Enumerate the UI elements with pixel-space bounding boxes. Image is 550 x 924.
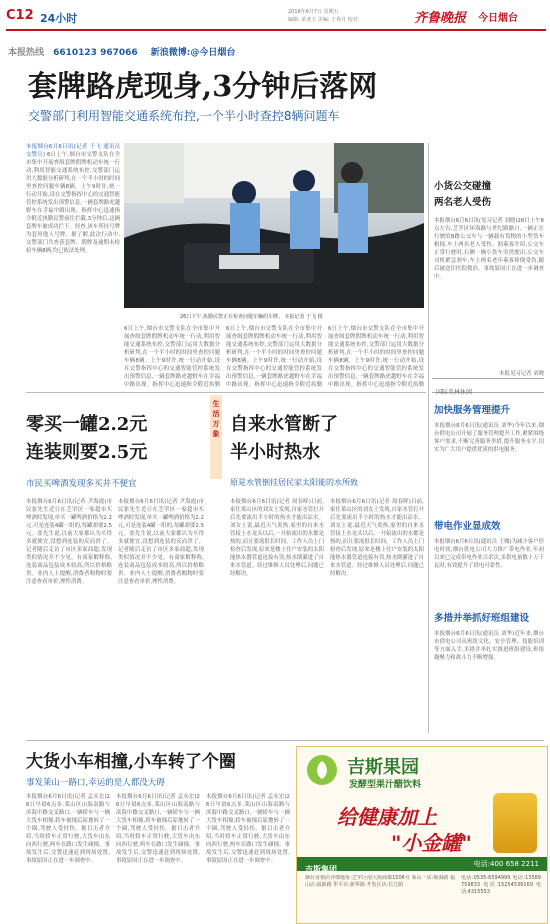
brand-logo-icon (307, 755, 337, 785)
lead-byline: 本报烟台6月6日讯(记者 于飞 通讯员 交警宣) (26, 144, 120, 158)
ad-brand: 吉斯果园 (347, 757, 419, 778)
story-category-tag: 生活万象 (210, 395, 222, 479)
story-right-subhead: 原是水管倒挂居民家太阳能的水所致 (230, 478, 358, 487)
weibo: 新浪微博:@今日烟台 (150, 48, 236, 58)
sidebar-kicker: 小货公交碰撞 (434, 181, 492, 192)
sidebar-item-3 (434, 612, 544, 698)
story-right-title-line1: 自来水管断了 (230, 414, 338, 435)
sidebar-item-1 (434, 402, 544, 488)
bottom-story-col1: 本报烟台6月6日讯(记者 孟永宏)26日早晨6点多,莱山区山海南路与滨海中路交叉路口,一辆轿车与一辆大货车相撞,轿车被撞后原地转了一个圈,驾驶人受轻伤。据目击者介绍,当时轿车正常行驶,大货车由东向西行驶,两车在路口发生碰撞。事故发生后,交警迅速赶到现场处置,事故原因正在进一步调查中。 (26, 794, 110, 864)
sidebar-item-title: 加快服务管理提升 (434, 405, 511, 416)
sidebar-top (434, 178, 544, 377)
sidebar-item-body: 本报烟台6月6日讯(通讯员 刘华)今年以来,烟台供电公司开展了服务管理提升工作,紧紧围绕客户需求,不断完善服务举措,提升服务水平,切实为广大用户提供优质的供电服务。 (434, 423, 544, 453)
story-left-col1: 本报烟台6月6日讯(记者 尹海霞)市民张先生近日在芝罘区一家超市买啤酒时发现,单买一罐啤酒价格为2.2元,可是连装4罐一组的,每罐却要2.5元。张先生说,以前大家都认为买得多就便宜,没想到连装的反而贵了。记者随后走访了市区多家商超,发现类似情况并不少见。有商家解释称,连装商品包装成本较高,所以价格略贵。业内人士提醒,消费者购物时要注意查看单价,理性消费。 (26, 499, 112, 585)
bottom-story-title: 大货小车相撞,小车转了个圈 (26, 752, 236, 772)
sidebar-title: 两名老人受伤 (434, 197, 492, 208)
story-left-col2: 本报烟台6月6日讯(记者 尹海霞)市民张先生近日在芝罘区一家超市买啤酒时发现,单买一罐啤酒价格为2.2元,可是连装4罐一组的,每罐却要2.5元。张先生说,以前大家都认为买得多就便宜,没想到连装的反而贵了。记者随后走访了市区多家商超,发现类似情况并不少见。有商家解释称,连装商品包装成本较高,所以价格略贵。业内人士提醒,消费者购物时要注意查看单价,理性消费。 (118, 499, 204, 585)
sidebar-item-body: 本报烟台6月6日讯(通讯员 刘华)近年来,烟台市供电公司从班组文化、安全管理、技能培训等方面入手,多措并举扎实推进班组建设,班组凝聚力和战斗力不断增强。 (434, 631, 544, 661)
story-left-subhead: 市民买啤酒发现多买并不便宜 (26, 479, 137, 489)
lead-photo (124, 143, 424, 308)
lead-body (26, 143, 120, 387)
bottom-story-col3: 本报烟台6月6日讯(记者 孟永宏)26日早晨6点多,莱山区山海南路与滨海中路交叉路口,一辆轿车与一辆大货车相撞,轿车被撞后原地转了一个圈,驾驶人受轻伤。据目击者介绍,当时轿车正常行驶,大货车由东向西行驶,两车在路口发生碰撞。事故发生后,交警迅速赶到现场处置,事故原因正在进一步调查中。 (206, 794, 290, 864)
lead-body-col3 (226, 325, 322, 387)
hotline-label: 本报热线 (8, 48, 45, 58)
ad-brand-sub: 发酵型果汁醋饮料 (349, 780, 422, 790)
story-right-title (230, 410, 426, 464)
story-left-title-line2: 连装则要2.5元 (26, 442, 148, 463)
ad-brand-strip (297, 857, 547, 874)
bottom-story-col2: 本报烟台6月6日讯(记者 孟永宏)26日早晨6点多,莱山区山海南路与滨海中路交叉路口,一辆轿车与一辆大货车相撞,轿车被撞后原地转了一个圈,驾驶人受轻伤。据目击者介绍,当时轿车正常行驶,大货车由东向西行驶,两车在路口发生碰撞。事故发生后,交警迅速赶到现场处置,事故原因正在进一步调查中。 (116, 794, 200, 864)
sidebar-item-title: 多措并举抓好班组建设 (434, 613, 530, 624)
story-right-col1: 本报烟台6月6日讯(记者 周春晖)日前,家住莱山区的刘女士发现,自家水管打开后先要流出半小时的热水才能出凉水。刘女士说,最近天气炎热,家里的自来水管接上水龙头以后,一开始流出的水都是热的,而且要流很长时间。工作人员上门检查后发现,原来是楼上住户安装的太阳能热水器管道连接有误,热水倒灌进了自来水管道。经过维修人员处理后,问题已经解决。 (230, 499, 324, 577)
editor-line: 编辑: 荣亚玉 美编: 于春月 校对: (288, 17, 360, 23)
ad-bar (432, 378, 544, 396)
story-left-title-line1: 零买一罐2.2元 (26, 414, 148, 435)
column-divider (428, 143, 429, 733)
police-officers-photo (124, 143, 424, 308)
story-right-title-line2: 半小时热水 (230, 442, 320, 463)
story-left-title (26, 410, 206, 464)
ad-phones: 电话:0535-6594999 电话:13589759833 电话:15254539169 电话:4315553 (461, 875, 541, 895)
date-line: 2018年6月7日 星期五 (288, 9, 339, 15)
product-can-icon (493, 793, 537, 853)
hotline-numbers: 6610123 967066 (53, 48, 138, 58)
lead-body-col4-text: 6日上午,烟台市交警支队在全市集中开展查缉套牌假牌机动车统一行动,利用智能交通系统布控,交警部门运用大数据分析研判,在一个半小时的时间里查控问题车辆8辆。上午9时许,统一行动开始,设在交警指挥中心的交通智能管控系统发出预警信息,一辆套牌路虎越野车在幸福中路出现。指挥中心迅速指令附近执勤 (328, 326, 424, 387)
ad-bottom-brand: 吉斯集团 (305, 865, 337, 874)
lead-headline: 套牌路虎现身,3分钟后落网 (28, 69, 378, 103)
brand-sub: 今日烟台 (478, 13, 518, 24)
ad-slogan-1: 给健康加上 (337, 805, 437, 829)
ad-bar-text: 国际英林休闲 (436, 389, 473, 396)
story-right-col2: 本报烟台6月6日讯(记者 周春晖)日前,家住莱山区的刘女士发现,自家水管打开后先要流出半小时的热水才能出凉水。刘女士说,最近天气炎热,家里的自来水管接上水龙头以后,一开始流出的水都是热的,而且要流很长时间。工作人员上门检查后发现,原来是楼上住户安装的太阳能热水器管道连接有误,热水倒灌进了自来水管道。经过维修人员处理后,问题已经解决。 (330, 499, 424, 577)
sidebar-item-body: 本报烟台6月6日讯(通讯员 王娜)为减少客户停电时间,烟台供电公司大力推广带电作业,年初以来已完成带电作业百余次,多供电量数十万千瓦时,有效提升了供电可靠性。 (434, 539, 544, 569)
lead-body-col2 (124, 325, 220, 387)
brand-logo: 齐鲁晚报 (414, 11, 467, 26)
ad-addresses: 烟台直销店详细地址:芝罘区南大街商都1506号 莱山一店:观海路 福山店:福新路 牟平店:新华路 开发区店:长江路 (305, 875, 455, 888)
lead-photo-caption: 26日下午,执勤民警正在检查问题车辆的车牌。 本报记者 于飞 摄 (180, 314, 323, 320)
lead-body-col3-text: 6日上午,烟台市交警支队在全市集中开展查缉套牌假牌机动车统一行动,利用智能交通系统布控,交警部门运用大数据分析研判,在一个半小时的时间里查控问题车辆8辆。上午9时许,统一行动开始,设在交警指挥中心的交通智能管控系统发出预警信息,一辆套牌路虎越野车在幸福中路出现。指挥中心迅速指令附近执勤 (226, 326, 322, 387)
page-header (6, 6, 546, 28)
ad-hotline: 电话:400 658 2211 (473, 860, 539, 868)
lead-body-text: 6日上午,烟台市交警支队在全市集中开展查缉套牌假牌机动车统一行动,利用智能交通系统布控,交警部门运用大数据分析研判,在一个半小时的时间里查控问题车辆8辆。上午9时许,统一行动开始,设在交警指挥中心的交通智能管控系统发出预警信息,一辆套牌路虎越野车在幸福中路出现。指挥中心迅速指令附近执勤民警前往拦截,3分钟后,这辆套牌车被成功拦下。经查,该车所挂号牌为套用他人号牌。据了解,此次行动中,交警部门共查获套牌、假牌及逾期未检验车辆8辆,均已依法处理。 (26, 152, 120, 254)
lead-subhead: 交警部门利用智能交通系统布控,一个半小时查控8辆问题车 (28, 109, 340, 123)
sidebar-item-2 (434, 518, 544, 586)
sidebar-body: 本报烟台6月6日讯(见习记者 刘晓)26日上午8点左右,芝罘区环海路与世纪路路口,一辆正在行驶的8路公交车与一辆载有货物的小型货车相撞,车上两名老人受伤。据乘客介绍,公交车正常行驶时,右侧一辆小货车突然驶出,公交车司机紧急刹车,车上两名老年乘客摔倒受伤,随后被送往医院救治。事故原因正在进一步调查中。 (434, 218, 544, 280)
header-rule (6, 29, 546, 31)
middle-rule (26, 392, 426, 393)
section-name: 24小时 (40, 12, 78, 25)
advertisement[interactable] (296, 746, 548, 924)
page-code: C12 (6, 8, 34, 23)
bottom-rule (26, 740, 544, 741)
bottom-story-subhead: 事发莱山一路口,幸运的是人都没大碍 (26, 778, 165, 788)
ad-slogan-2: "小金罐" (391, 831, 472, 855)
lead-body-col2-text: 6日上午,烟台市交警支队在全市集中开展查缉套牌假牌机动车统一行动,利用智能交通系统布控,交警部门运用大数据分析研判,在一个半小时的时间里查控问题车辆8辆。上午9时许,统一行动开始,设在交警指挥中心的交通智能管控系统发出预警信息,一辆套牌路虎越野车在幸福中路出现。指挥中心迅速指令附近执勤 (124, 326, 220, 387)
hotline-bar (8, 40, 308, 58)
lead-body-col4 (328, 325, 424, 387)
sidebar-item-title: 带电作业显成效 (434, 521, 501, 532)
sidebar-credit: 本报见习记者 刘晓 (499, 371, 544, 377)
